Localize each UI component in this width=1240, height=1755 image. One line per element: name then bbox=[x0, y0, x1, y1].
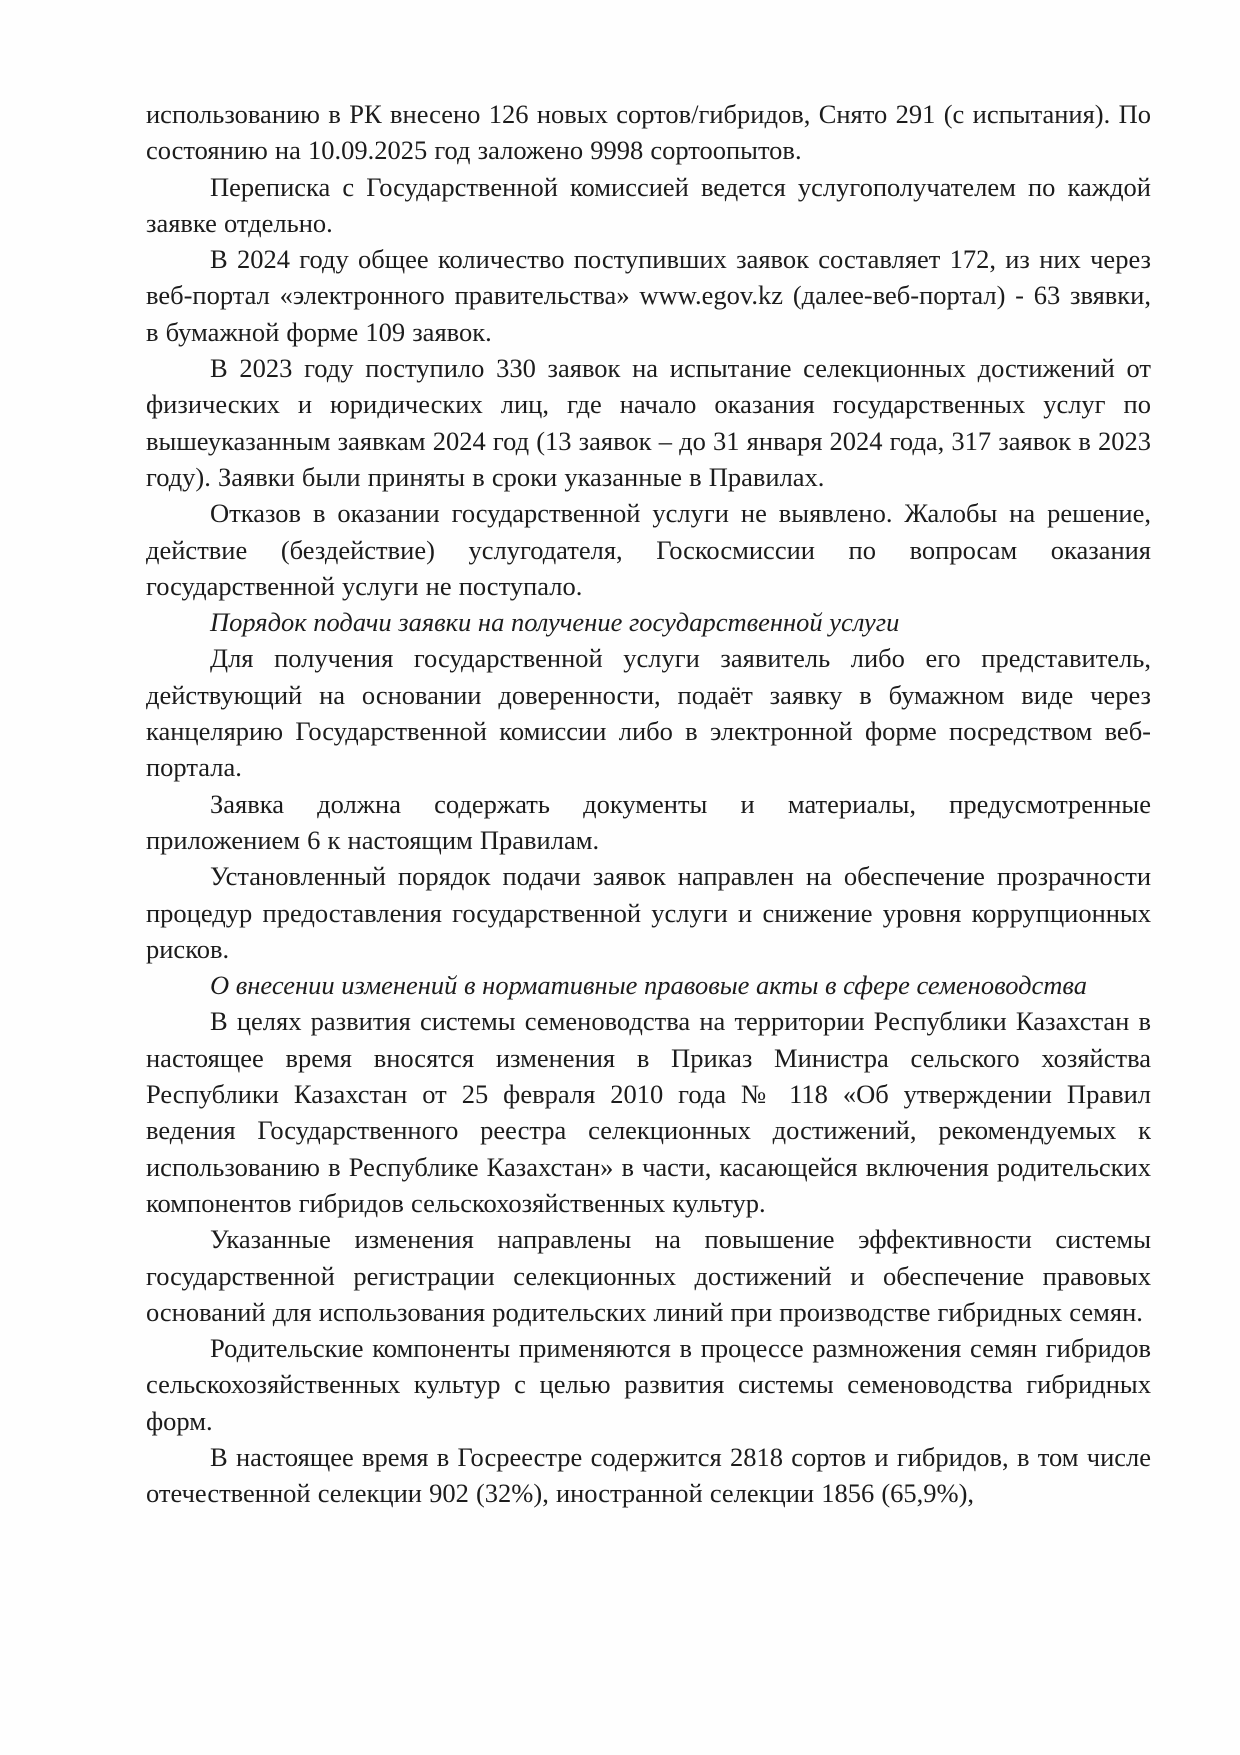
paragraph-refusals: Отказов в оказании государственной услуги не выявлено. Жалобы на решение, действие (бездействие) услугодателя, Госкосмиссии по вопросам оказания государственной услуги не поступало. bbox=[146, 498, 1151, 601]
paragraph-state-register: В настоящее время в Госреестре содержится 2818 сортов и гибридов, в том числе отечественной селекции 902 (32%), иностранной селекции 1856 (65,9%), bbox=[146, 1441, 1151, 1509]
document-body bbox=[146, 96, 1151, 1512]
section-heading-application-procedure: Порядок подачи заявки на получение государственной услуги bbox=[210, 607, 900, 638]
paragraph-application-submission: Для получения государственной услуги заявитель либо его представитель, действующий на основании доверенности, подаёт заявку в бумажном виде через канцелярию Государственной комиссии либо в электронной форме посредством веб-портала. bbox=[146, 643, 1151, 783]
paragraph-applications-2023: В 2023 году поступило 330 заявок на испытание селекционных достижений от физических и юридических лиц, где начало оказания государственных услуг по вышеуказанным заявкам 2024 год (13 заявок – до 31 января 2024 года, 317 заявок в 2023 году). Заявки были приняты в сроки указанные в Правилах. bbox=[146, 353, 1151, 492]
paragraph-transparency: Установленный порядок подачи заявок направлен на обеспечение прозрачности процедур предоставления государственной услуги и снижение уровня коррупционных рисков. bbox=[146, 861, 1151, 964]
paragraph-applications-2024: В 2024 году общее количество поступивших заявок составляет 172, из них через веб-портал «электронного правительства» www.egov.kz (далее-веб-портал) - 63 звявки, в бумажной форме 109 заявок. bbox=[146, 244, 1151, 347]
paragraph-continuation: использованию в РК внесено 126 новых сортов/гибридов, Снято 291 (с испытания). По состоянию на 10.09.2025 год заложено 9998 сортоопытов. bbox=[146, 99, 1151, 166]
paragraph-parental-components: Родительские компоненты применяются в процессе размножения семян гибридов сельскохозяйственных культур с целью развития системы семеноводства гибридных форм. bbox=[146, 1333, 1151, 1436]
paragraph-order-amendment: В целях развития системы семеноводства на территории Республики Казахстан в настоящее время вносятся изменения в Приказ Министра сельского хозяйства Республики Казахстан от 25 февраля 2010 года № 118 «Об утверждении Правил ведения Государственного реестра селекционных достижений, рекомендуемых к использованию в Республике Казахстан» в части, касающейся включения родительских компонентов гибридов сельскохозяйственных культур. bbox=[146, 1006, 1151, 1218]
paragraph-amendment-purpose: Указанные изменения направлены на повышение эффективности системы государственной регистрации селекционных достижений и обеспечение правовых оснований для использования родительских линий при производстве гибридных семян. bbox=[146, 1224, 1151, 1327]
section-heading-regulatory-changes: О внесении изменений в нормативные правовые акты в сфере семеноводства bbox=[210, 970, 1087, 1001]
paragraph-application-contents: Заявка должна содержать документы и материалы, предусмотренные приложением 6 к настоящим Правилам. bbox=[146, 788, 1151, 855]
paragraph-correspondence: Переписка с Государственной комиссией ведется услугополучателем по каждой заявке отдельно. bbox=[146, 171, 1151, 238]
